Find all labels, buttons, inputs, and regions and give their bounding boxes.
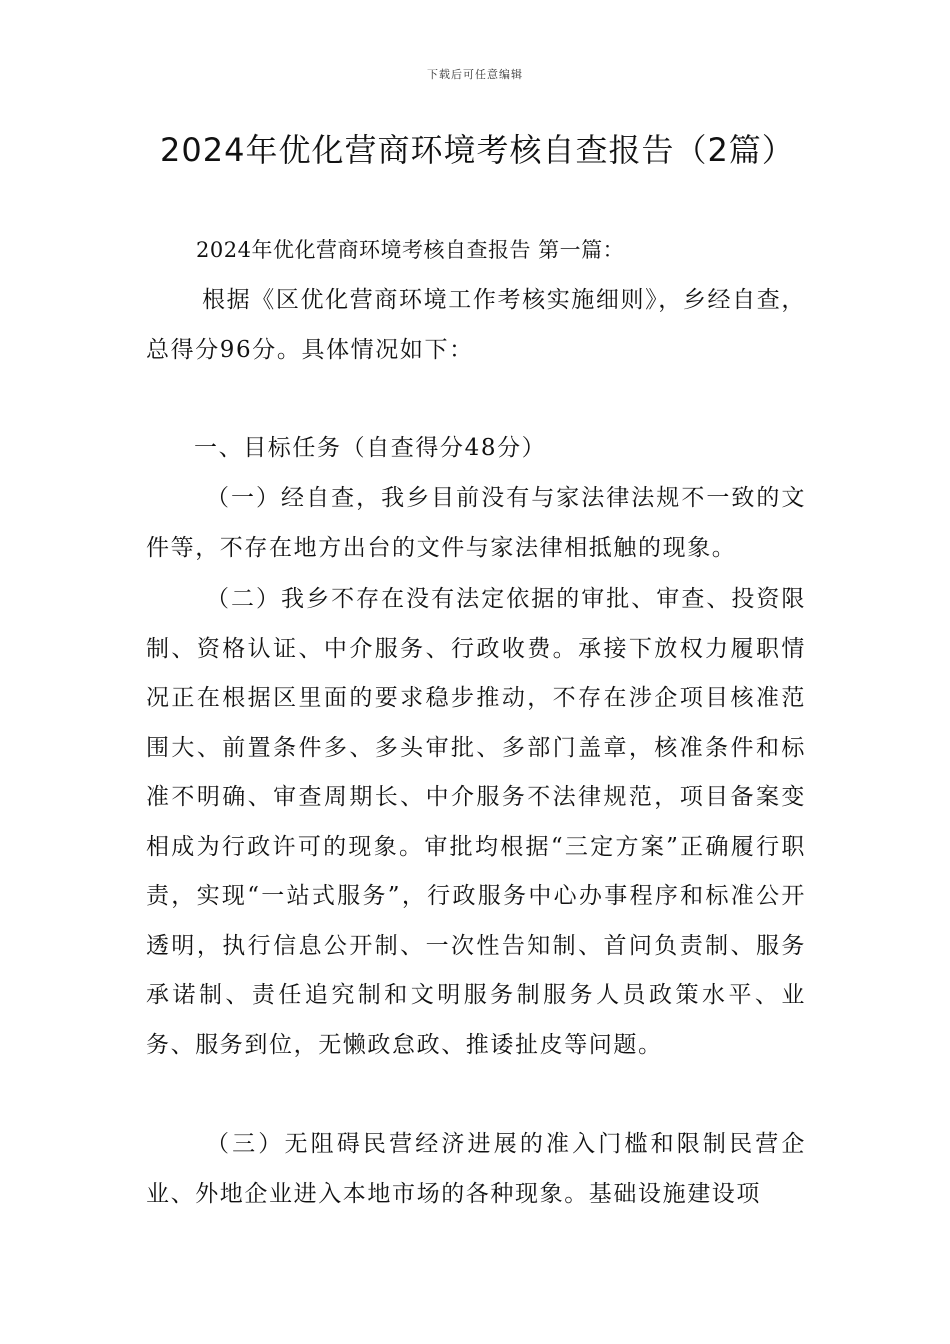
paragraph-item-1: （一）经自查，我乡目前没有与家法律法规不一致的文件等，不存在地方出台的文件与家法律相抵触的现象。 xyxy=(146,485,806,561)
document-subtitle: 2024年优化营商环境考核自查报告 第一篇： xyxy=(196,238,625,262)
header-note: 下载后可任意编辑 xyxy=(427,68,523,81)
section-heading: 一、目标任务（自查得分48分） xyxy=(194,435,547,461)
paragraph-item-2: （二）我乡不存在没有法定依据的审批、审查、投资限制、资格认证、中介服务、行政收费。承接下放权力履职情况正在根据区里面的要求稳步推动，不存在涉企项目核准范围大、前置条件多、多头审批、多部门盖章，核准条件和标准不明确、审查周期长、中介服务不法律规范，项目备案变相成为行政许可的现象。审批均根据“三定方案”正确履行职责，实现“一站式服务”，行政服务中心办事程序和标准公开透明，执行信息公开制、一次性告知制、首问负责制、服务承诺制、责任追究制和文明服务制服务人员政策水平、业务、服务到位，无懒政怠政、推诿扯皮等问题。 xyxy=(146,586,806,1058)
paragraph-item-3: （三）无阻碍民营经济进展的准入门槛和限制民营企业、外地企业进入本地市场的各种现象。基础设施建设项 xyxy=(146,1131,806,1207)
paragraph-intro: 根据《区优化营商环境工作考核实施细则》，乡经自查，总得分96分。具体情况如下： xyxy=(146,287,806,363)
document-title: 2024年优化营商环境考核自查报告（2篇） xyxy=(160,131,795,169)
